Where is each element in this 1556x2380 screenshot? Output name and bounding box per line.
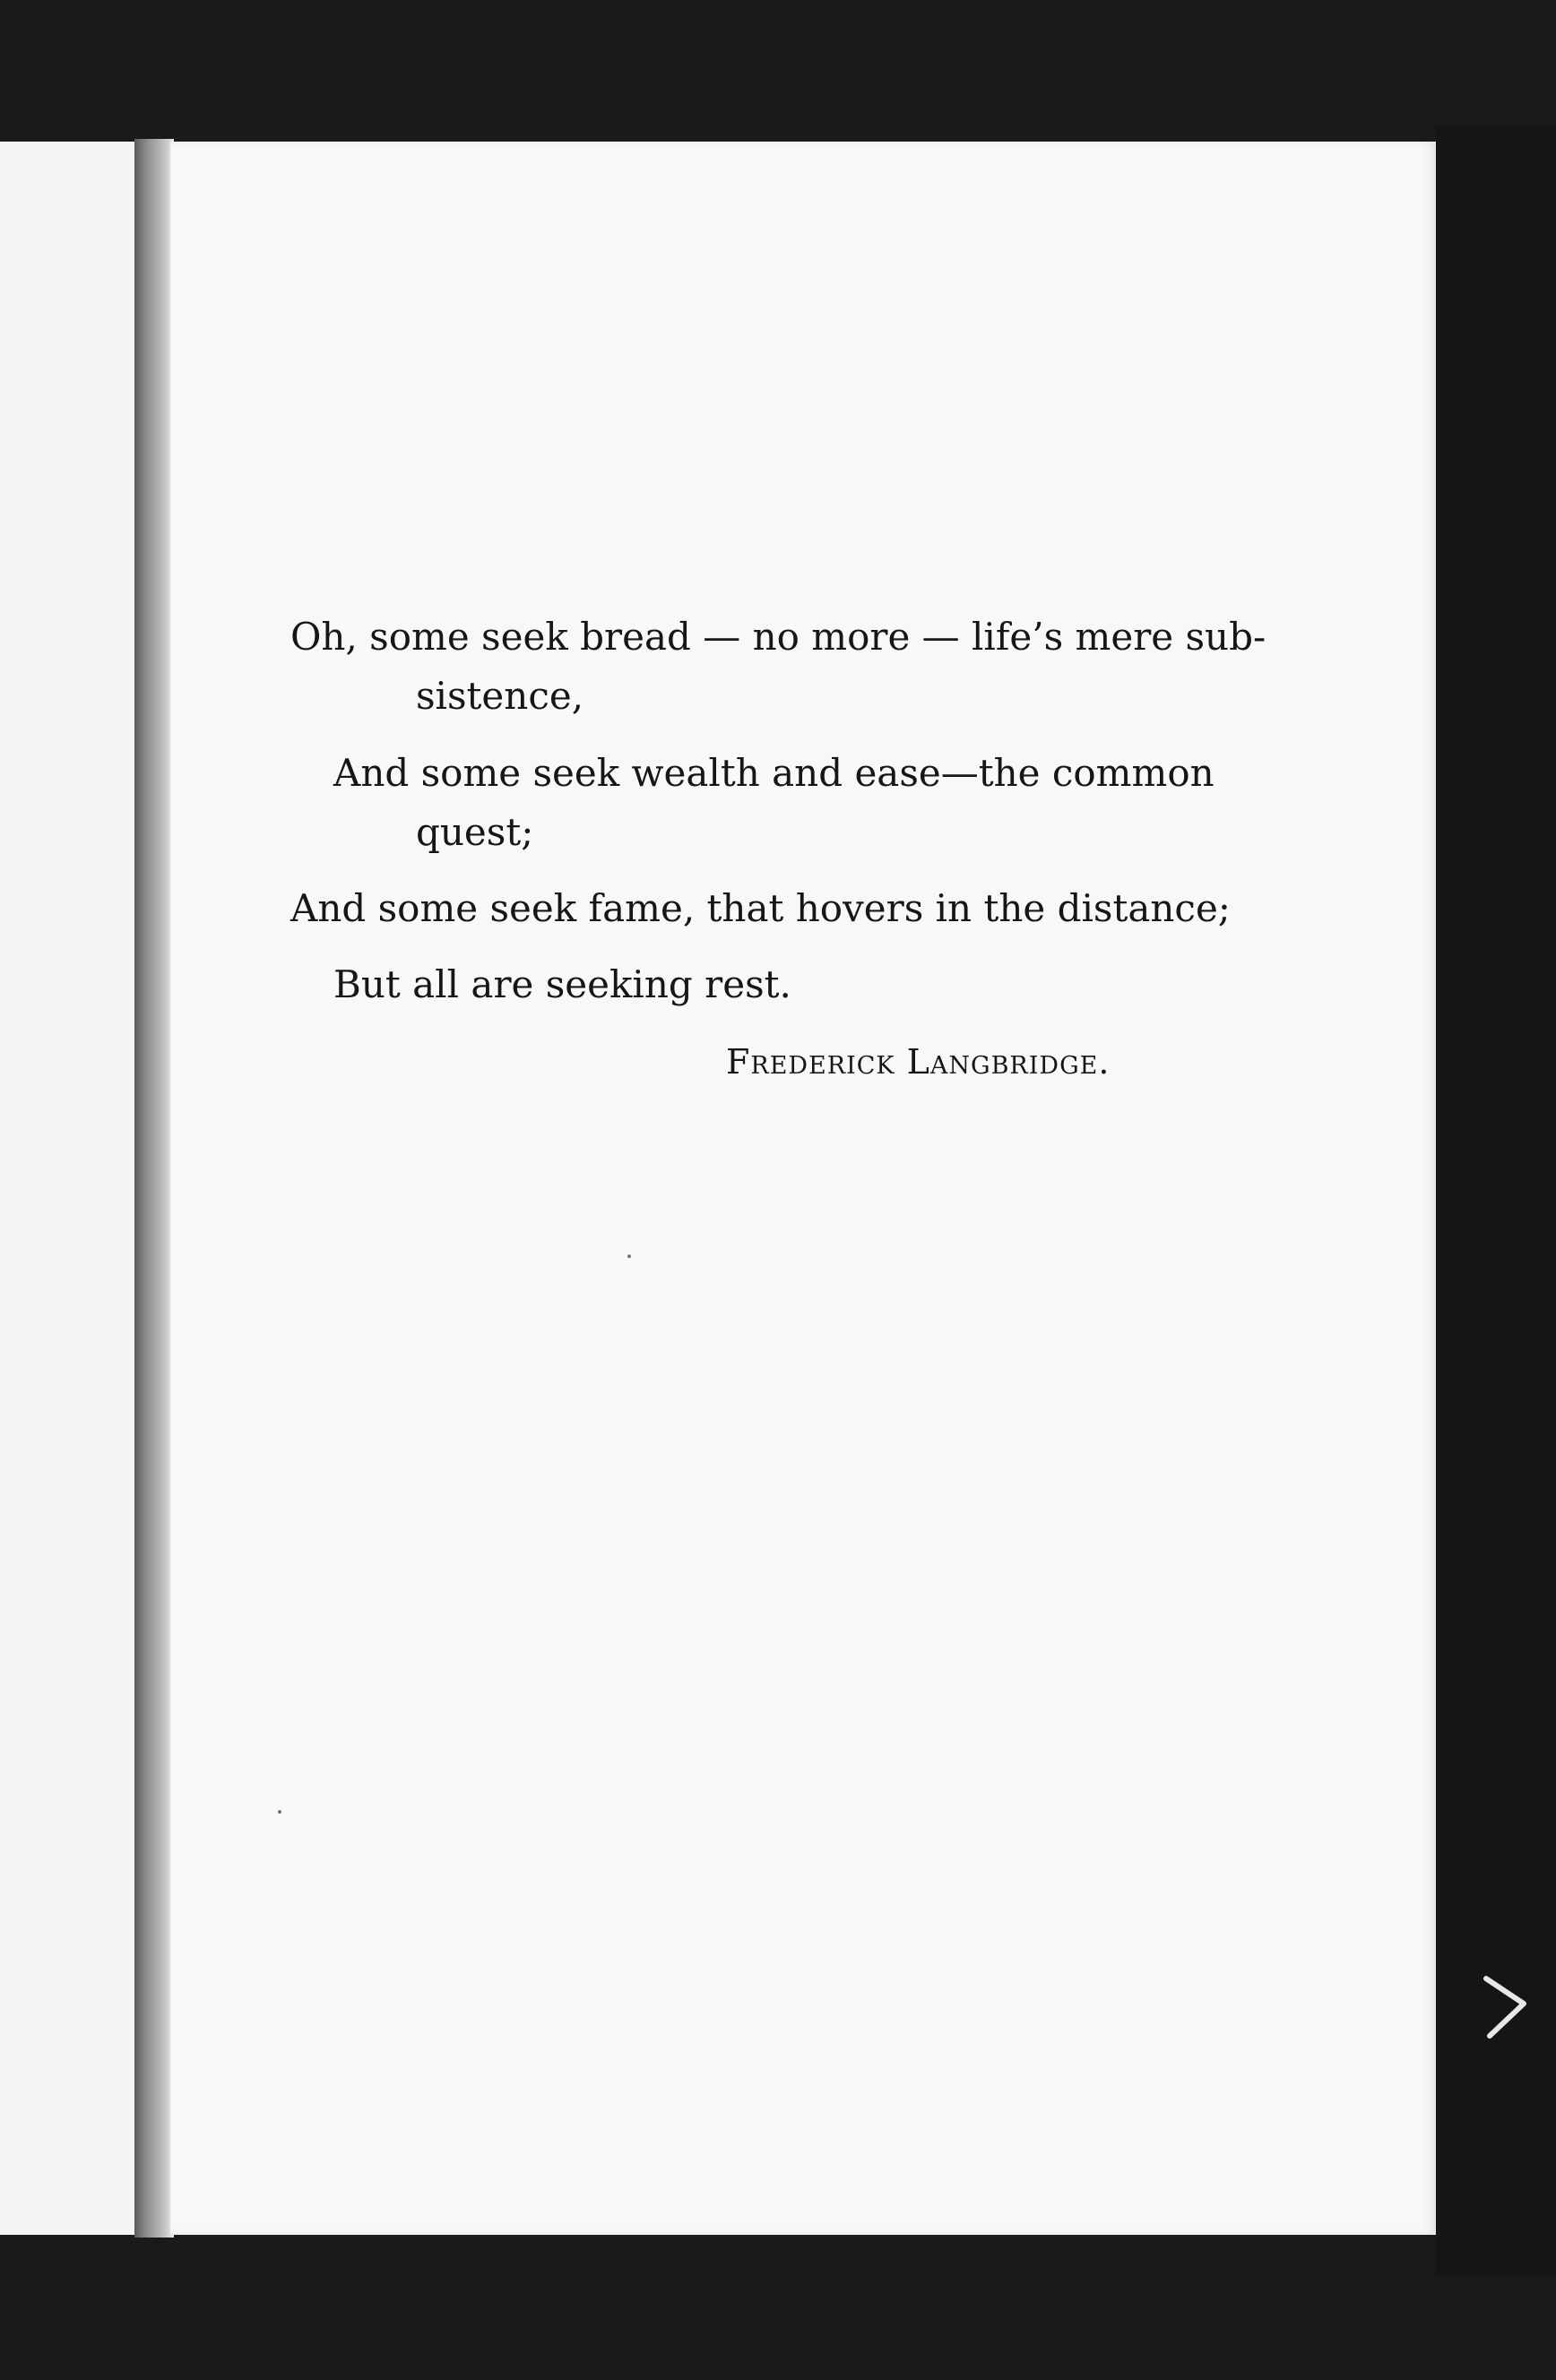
right-page: [170, 142, 1436, 2235]
poem-line: quest;: [416, 810, 534, 854]
book-gutter: [134, 139, 174, 2238]
paper-speck: [278, 1810, 281, 1814]
page-marker-icon: [1481, 1971, 1534, 2043]
poem-line: And some seek fame, that hovers in the distance;: [290, 886, 1231, 930]
poem-attribution: Frederick Langbridge.: [726, 1042, 1111, 1082]
poem-line: But all are seeking rest.: [333, 962, 791, 1006]
paper-speck: [627, 1255, 631, 1258]
left-page-edge: [0, 142, 144, 2235]
book-cover-edge: [1436, 125, 1556, 2276]
poem-line: And some seek wealth and ease—the common: [333, 751, 1215, 795]
poem-line: Oh, some seek bread — no more — life’s mere sub-: [290, 615, 1266, 659]
poem-line: sistence,: [416, 674, 584, 718]
